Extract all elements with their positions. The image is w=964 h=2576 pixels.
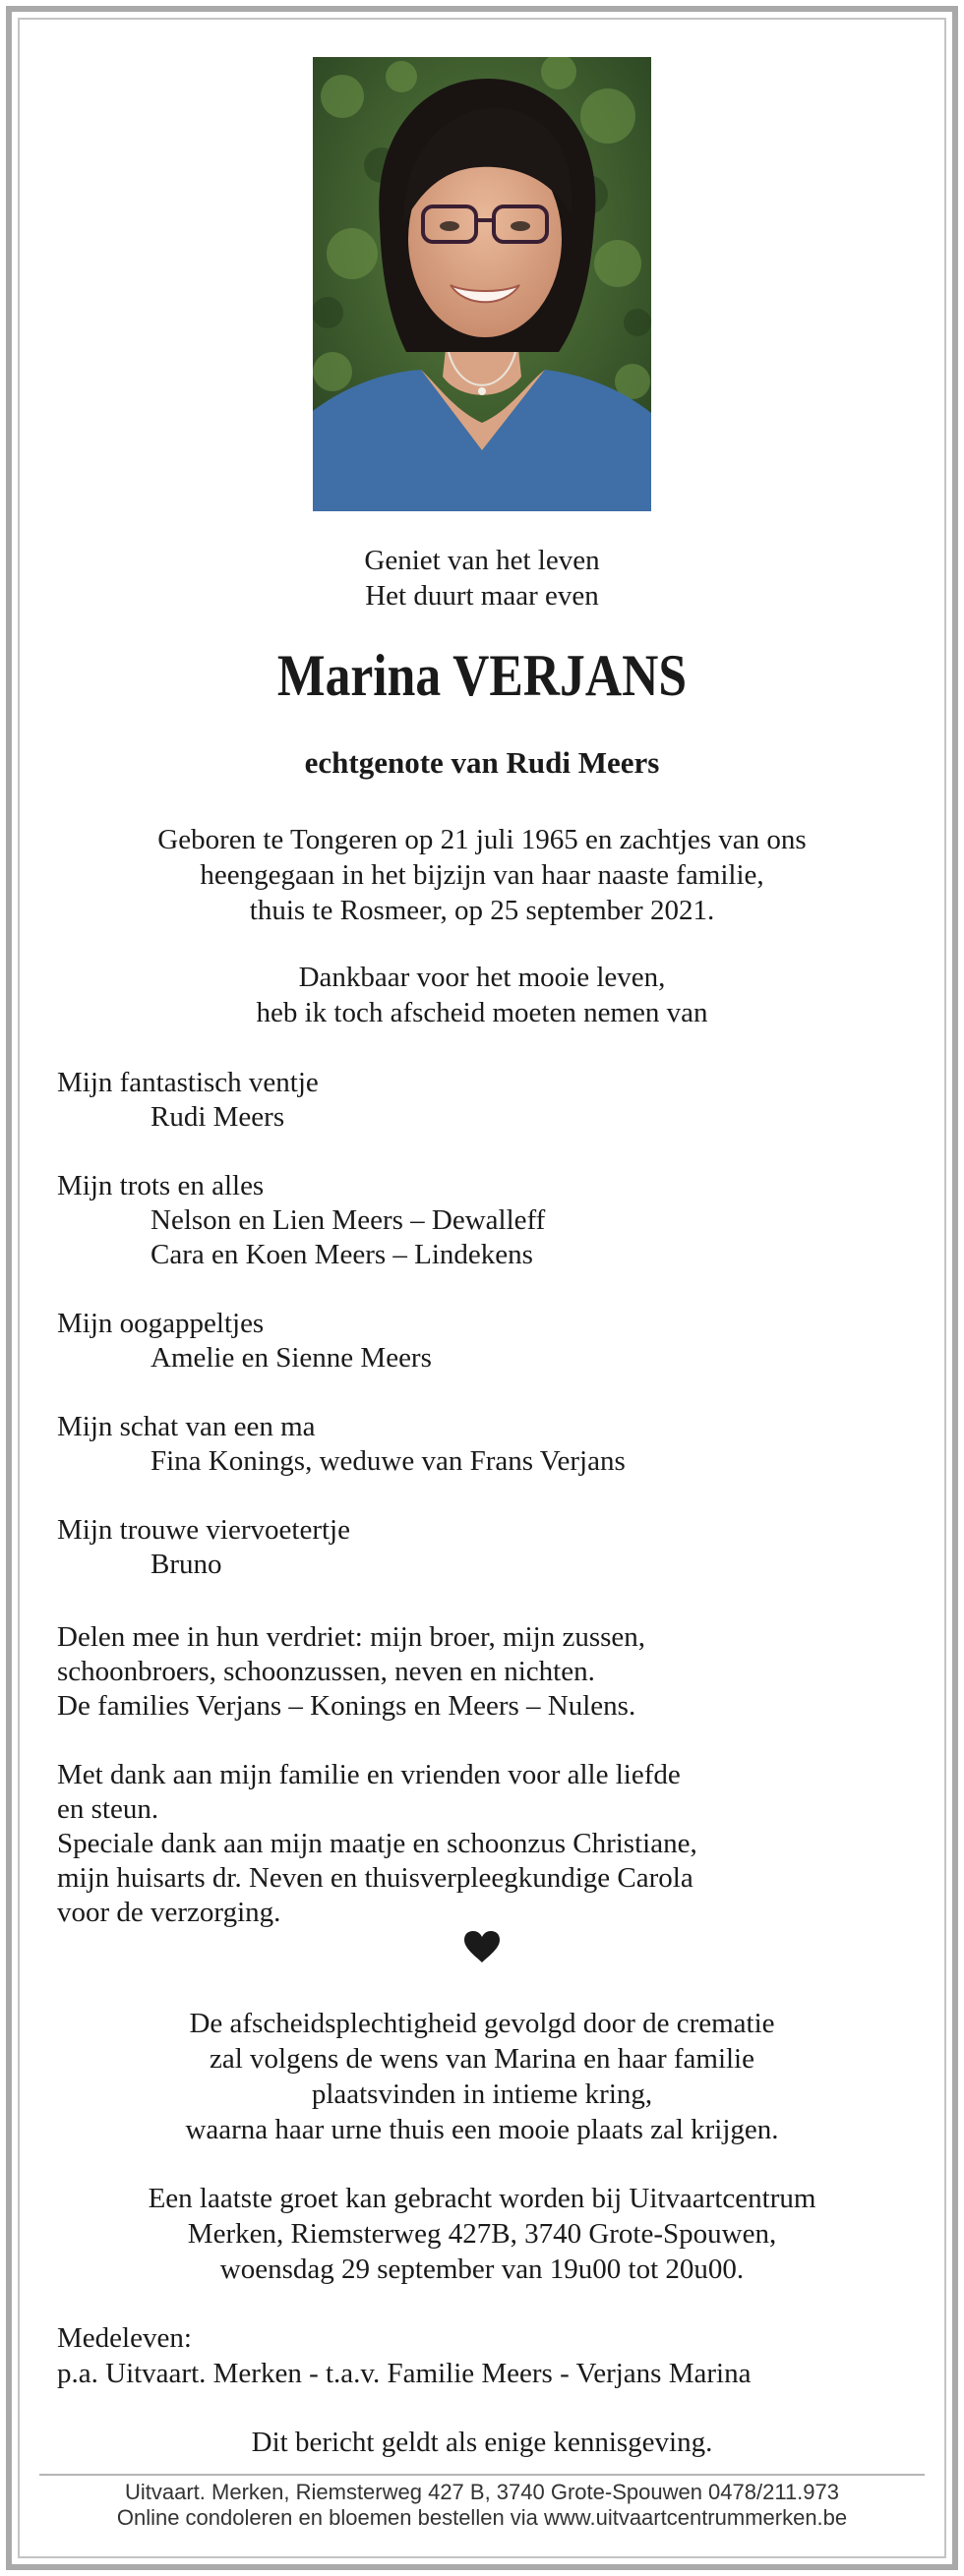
visit-line: woensdag 29 september van 19u00 tot 20u00. — [219, 2254, 745, 2285]
family-group — [57, 1513, 923, 1582]
ceremony-line: plaatsvinden in intieme kring, — [311, 2078, 653, 2110]
footer — [39, 2480, 925, 2531]
gratitude-line: voor de verzorging. — [57, 1897, 281, 1928]
ceremony-line: De afscheidsplechtigheid gevolgd door de crematie — [189, 2008, 775, 2039]
portrait-photo — [313, 57, 651, 511]
family-member: Nelson en Lien Meers – Dewalleff — [151, 1204, 546, 1236]
motto-line: Het duurt maar even — [365, 580, 599, 612]
condolences-label: Medeleven: — [57, 2322, 192, 2354]
birth-line: thuis te Rosmeer, op 25 september 2021. — [249, 895, 715, 926]
family-group — [57, 1169, 923, 1272]
gratitude-line: mijn huisarts dr. Neven en thuisverpleegkundige Carola — [57, 1862, 693, 1894]
ceremony-line: zal volgens de wens van Marina en haar familie — [209, 2043, 754, 2075]
family-member: Amelie en Sienne Meers — [151, 1342, 432, 1374]
family-relation: Mijn trouwe viervoetertje — [57, 1514, 350, 1546]
share-line: schoonbroers, schoonzussen, neven en nichten. — [57, 1656, 595, 1687]
family-member: Fina Konings, weduwe van Frans Verjans — [151, 1445, 626, 1477]
family-member: Rudi Meers — [151, 1101, 285, 1133]
family-group — [57, 1066, 923, 1135]
thanks-text — [39, 960, 925, 1030]
birth-death-text — [39, 822, 925, 928]
family-relation: Mijn oogappeltjes — [57, 1308, 265, 1339]
family-relation: Mijn fantastisch ventje — [57, 1067, 319, 1098]
birth-line: heengegaan in het bijzijn van haar naaste familie, — [200, 859, 764, 891]
family-list — [57, 1066, 923, 1616]
spouse-line: echtgenote van Rudi Meers — [304, 745, 660, 780]
family-member: Cara en Koen Meers – Lindekens — [151, 1239, 533, 1270]
gratitude-line: Speciale dank aan mijn maatje en schoonzus Christiane, — [57, 1828, 697, 1859]
share-line: Delen mee in hun verdriet: mijn broer, mijn zussen, — [57, 1621, 646, 1653]
footer-divider — [39, 2474, 925, 2476]
share-line: De families Verjans – Konings en Meers – Nulens. — [57, 1690, 636, 1722]
family-relation: Mijn schat van een ma — [57, 1411, 316, 1442]
thanks-line: Dankbaar voor het mooie leven, — [298, 962, 666, 993]
visitation-text — [39, 2181, 925, 2287]
gratitude-line: en steun. — [57, 1793, 159, 1825]
visit-line: Merken, Riemsterweg 427B, 3740 Grote-Spouwen, — [187, 2218, 777, 2250]
family-relation: Mijn trots en alles — [57, 1170, 265, 1201]
footer-website: Online condoleren en bloemen bestellen via www.uitvaartcentrummerken.be — [116, 2505, 848, 2530]
condolences-address — [57, 2320, 942, 2391]
notice-text: Dit bericht geldt als enige kennisgeving. — [251, 2427, 713, 2458]
birth-line: Geboren te Tongeren op 21 juli 1965 en zachtjes van ons — [157, 824, 807, 855]
ceremony-line: waarna haar urne thuis een mooie plaats zal krijgen. — [185, 2114, 779, 2145]
ceremony-text — [39, 2006, 925, 2147]
share-grief-text — [57, 1620, 923, 1724]
condolences-line: p.a. Uitvaart. Merken - t.a.v. Familie Meers - Verjans Marina — [57, 2358, 752, 2389]
gratitude-line: Met dank aan mijn familie en vrienden voor alle liefde — [57, 1759, 681, 1790]
family-member: Bruno — [151, 1549, 222, 1580]
visit-line: Een laatste groet kan gebracht worden bij Uitvaartcentrum — [148, 2183, 816, 2214]
deceased-name: Marina VERJANS — [276, 643, 688, 708]
family-group — [57, 1410, 923, 1479]
gratitude-text — [57, 1758, 923, 1930]
footer-contact: Uitvaart. Merken, Riemsterweg 427 B, 3740 Grote-Spouwen 0478/211.973 — [125, 2480, 839, 2504]
motto — [39, 543, 925, 614]
family-group — [57, 1307, 923, 1376]
motto-line: Geniet van het leven — [364, 545, 600, 576]
thanks-line: heb ik toch afscheid moeten nemen van — [256, 997, 708, 1028]
heart-icon — [462, 1929, 502, 1964]
